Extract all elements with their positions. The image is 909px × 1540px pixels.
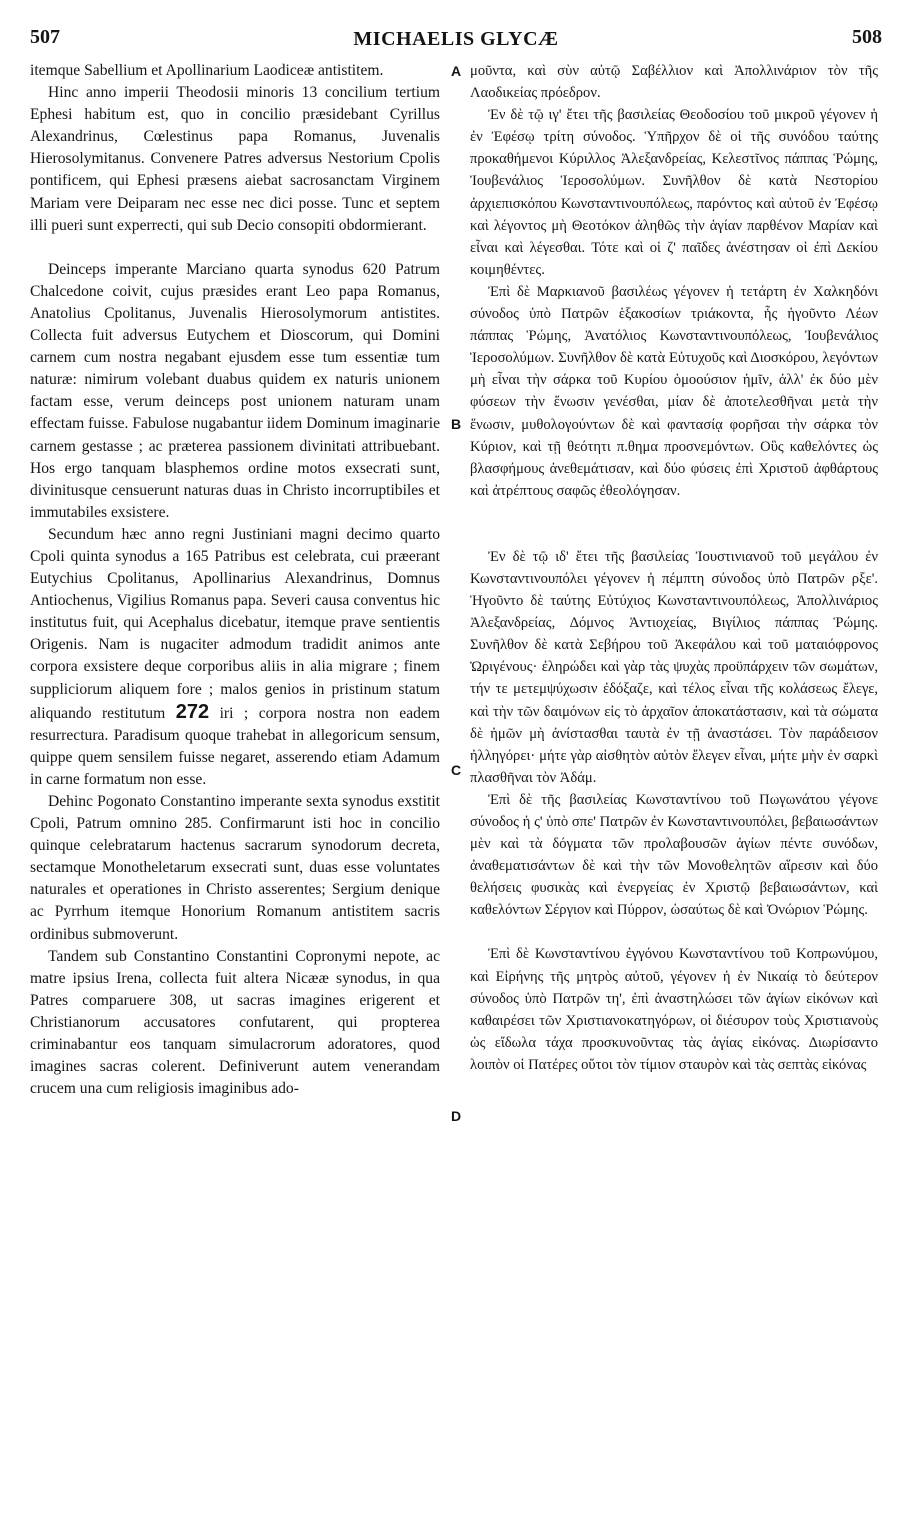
section-marker-c: C (450, 762, 462, 778)
section-marker-d: D (450, 1108, 462, 1124)
running-title: MICHAELIS GLYCÆ (353, 28, 559, 50)
greek-paragraph: Ἐπὶ δὲ τῆς βασιλείας Κωνσταντίνου τοῦ Πωγωνάτου γέγονε σύνοδος ἡ ς' ὑπὸ σπε' Πατρῶν ἐν Κωνσταντινουπόλει, βεβαιωσάντων μὲν καὶ τὰ δόγματα τῶν προλαβουσῶν ἁγίων πέντε συνόδων, ἀναθεματισάντων δὲ καὶ τὴν τῶν Μονοθελητῶν αἵρεσιν καὶ δύο θελήσεις φυσικὰς καὶ ἐνεργείας ἐν Χριστῷ βεβαιωσάντων, καὶ καθελόντων Σέργιον καὶ Πύρρον, ὡσαύτως δὲ καὶ Ὀνώριον Ῥώμης. (470, 791, 878, 919)
latin-paragraph: Tandem sub Constantino Constantini Copronymi nepote, ac matre ipsius Irena, collecta fuit altera Nicææ synodus, in qua Patres comparuere 308, ut sacras imagines erigerent et Christianorum accusatores confutarent, qui propterea criminabantur eos tanquam simulacrorum adoratores, quod imagines sacras colerent. Definiverunt autem venerandam crucem una cum religiosis imaginibus ado- (30, 947, 440, 1098)
greek-column (470, 60, 878, 1076)
page-number-right: 508 (852, 26, 882, 48)
greek-paragraph: Ἐν δὲ τῷ ιγ' ἔτει τῆς βασιλείας Θεοδοσίου τοῦ μικροῦ γέγονεν ἡ ἐν Ἐφέσῳ τρίτη σύνοδος. Ὑπῆρχον δὲ οἱ τῆς συνόδου ταύτης προκαθήμενοι Κύριλλος Ἀλεξανδρείας, Κελεστῖνος πάππας Ῥώμης, Ἰουβενάλιος Ἱεροσολύμων. Συνῆλθον δὲ κατὰ Νεστορίου ἀρχιεπισκόπου Κωνσταντινουπόλεως, παρόντος καὶ αὐτοῦ ἐν Ἐφέσῳ καὶ λέγοντος μὴ Θεοτόκον ἀληθῶς τὴν ἁγίαν παρθένον Μαρίαν καὶ εἶναι καὶ λέγεσθαι. Τότε καὶ οἱ ζ' παῖδες ἀνέστησαν οἱ ἐπὶ Δεκίου κοιμηθέντες. (470, 107, 878, 278)
running-header (30, 26, 882, 60)
page-number-left: 507 (30, 26, 60, 48)
greek-paragraph: μοῦντα, καὶ σὺν αὐτῷ Σαβέλλιον καὶ Ἀπολλινάριον τὸν τῆς Λαοδικείας πρόεδρον. (470, 63, 878, 102)
original-page-number: 272 (175, 700, 210, 723)
latin-column (30, 60, 440, 1100)
latin-text: Secundum hæc anno regni Justiniani magni decimo quarto Cpoli quinta synodus a 165 Patribus est celebrata, cui præerant Eutychius Cpolitanus, Apollinarius Alexandrinus, Domnus Antiochenus, Vigilius Romanus papa. Severi causa conventus hic institutus fuit, qui Acephalus dicebatur, itemque prave sentientis Origenis. Nam is nugaciter admodum tradidit animos ante corpora exsistere deque corporibus aliis in alia migrare ; finem suppliciorum aliquem fore ; malos genios in pristinum statum aliquando restitutum (30, 525, 440, 722)
latin-text: iri ; corpora nostra non eadem resurrectura. Paradisum quoque trahebat in allegoricum sensum, quippe quem sensilem fuisse negaret, asserendo etiam Adamum in carne formatum non esse. (30, 704, 440, 788)
latin-paragraph: Deinceps imperante Marciano quarta synodus 620 Patrum Chalcedone coivit, cujus præsides erant Leo papa Romanus, Anatolius Cpolitanus, Juvenalis Hierosolymorum antistites. Collecta fuit adversus Eutychem et Dioscorum, qui Domini carnem cum nostra negabant ejusdem esse tum essentiæ tum naturæ: nimirum volebant duabus quidem ex naturis unionem factam esse, verum deinceps post unionem naturam unam effectam fuisse. Fabulose nugabantur iidem Dominum imaginarie carnem gestasse ; ac præterea passionem divinitati attribuebant. Hos ergo tanquam blasphemos ordine motos exsecrati sunt, divinitusque censuerunt naturas duas in Christo incorruptibiles et immutabiles exsistere. (30, 260, 440, 521)
latin-paragraph: Dehinc Pogonato Constantino imperante sexta synodus exstitit Cpoli, Patrum omnino 285. Confirmarunt isti hoc in concilio quinque celebratarum hactenus sacrarum synodorum decreta, sectamque Monotheletarum exsecrati sunt, duas esse voluntates naturales et operationes in Christo asserentes; Sergium denique ac Pyrrhum itemque Honorium Romanum antistitem sacris ordinibus submoverunt. (30, 793, 440, 943)
latin-paragraph (30, 524, 440, 791)
latin-paragraph: itemque Sabellium et Apollinarium Laodiceæ antistitem. (30, 62, 384, 79)
section-marker-b: B (450, 416, 462, 432)
latin-paragraph: Hinc anno imperii Theodosii minoris 13 concilium tertium Ephesi habitum est, quo in concilio præsidebant Cyrillus Alexandrinus, Cœlestinus papa Romanus, Juvenalis Hierosolymitanus. Convenere Patres adversus Nestorium Cpolis pontificem, qui Ephesi præsens aiebat sacrosanctam Virginem Mariam vere Deiparam nec esse nec dici posse. Tunc et septem illi pueri sunt experrecti, qui sub Decio consopiti obdormierant. (30, 84, 440, 234)
greek-paragraph: Ἐπὶ δὲ Κωνσταντίνου ἐγγόνου Κωνσταντίνου τοῦ Κοπρωνύμου, καὶ Εἰρήνης τῆς μητρὸς αὐτοῦ, γέγονεν ἡ ἐν Νικαίᾳ τὸ δεύτερον σύνοδος ὑπὸ Πατρῶν τη', ἐπὶ ἀναστηλώσει τῶν ἁγίων εἰκόνων καὶ καθαιρέσει τῶν Χριστιανοκατηγόρων, οἱ διέσυρον τοὺς Χριστιανοὺς ὡς εἴδωλα τάχα προσκυνοῦντας τὰς ἁγίας εἰκόνας. Διωρίσαντο λοιπὸν οἱ Πατέρες οὕτοι τὸν τίμιον σταυρὸν καὶ τὰς σεπτὰς εἰκόνας (470, 946, 878, 1073)
greek-paragraph: Ἐπὶ δὲ Μαρκιανοῦ βασιλέως γέγονεν ἡ τετάρτη ἐν Χαλκηδόνι σύνοδος ὑπὸ Πατρῶν ἑξακοσίων τριάκοντα, ἧς ἡγοῦντο Λέων πάππας Ῥώμης, Ἀνατόλιος Κωνσταντινουπόλεως, Ἰουβενάλιος Ἱεροσολύμων. Συνῆλθον δὲ κατὰ Εὐτυχοῦς καὶ Διοσκόρου, λεγόντων μὴ εἶναι τὴν σάρκα τοῦ Κυρίου ὁμοούσιον ἡμῖν, ἀλλ' ἐκ δύο μὲν φύσεων τὴν ἕνωσιν γενέσθαι, μίαν δὲ ἀποτελεσθῆναι μετὰ τὴν ἕνωσιν, μυθολογούντων δὲ καὶ φαντασίᾳ φορῆσαι τὴν σάρκα τὸν Κύριον, καὶ τῇ θεότητι π.θημα προσνεμόντων. Οὓς καθελόντες ὡς βλασφήμους ἀνεθεμάτισαν, καὶ δύο φύσεις ἐπὶ Χριστοῦ ἀφθάρτους καὶ ἀτρέπτους σαφῶς ἐθεολόγησαν. (470, 283, 878, 499)
section-marker-a: A (450, 63, 462, 79)
greek-paragraph: Ἐν δὲ τῷ ιδ' ἔτει τῆς βασιλείας Ἰουστινιανοῦ τοῦ μεγάλου ἐν Κωνσταντινουπόλει γέγονεν ἡ πέμπτη σύνοδος ὑπὸ Πατρῶν ρξε'. Ἡγοῦντο δὲ ταύτης Εὐτύχιος Κωνσταντινουπόλεως, Ἀπολλινάριος Ἀλεξανδρείας, Δόμνος Ἀντιοχείας, Βιγίλιος πάππας Ῥώμης. Συνῆλθον δὲ κατὰ Σεβήρου τοῦ Ἀκεφάλου καὶ τοῦ ματαιόφρονος Ὠριγένους· ἐληρώδει καὶ γὰρ τὰς ψυχὰς προϋπάρχειν τῶν σωμάτων, τήν τε μετεμψύχωσιν ἐδόξαζε, καὶ τέλος εἶναι τῆς κολάσεως ἔλεγε, καὶ τὴν τῶν δαιμόνων εἰς τὸ ἀρχαῖον ἀποκατάστασιν, καὶ τὰ σώματα δὲ ἡμῶν μὴ ἀνίστασθαι ταυτὰ ἐν τῇ ἀναστάσει. Τὸν παράδεισον ἠλληγόρει· μήτε γὰρ αἰσθητὸν αὐτὸν ἔλεγεν εἶναι, μήτε μὴν ἐν σαρκὶ πλασθῆναι τὸν Ἀδάμ. (470, 548, 878, 786)
